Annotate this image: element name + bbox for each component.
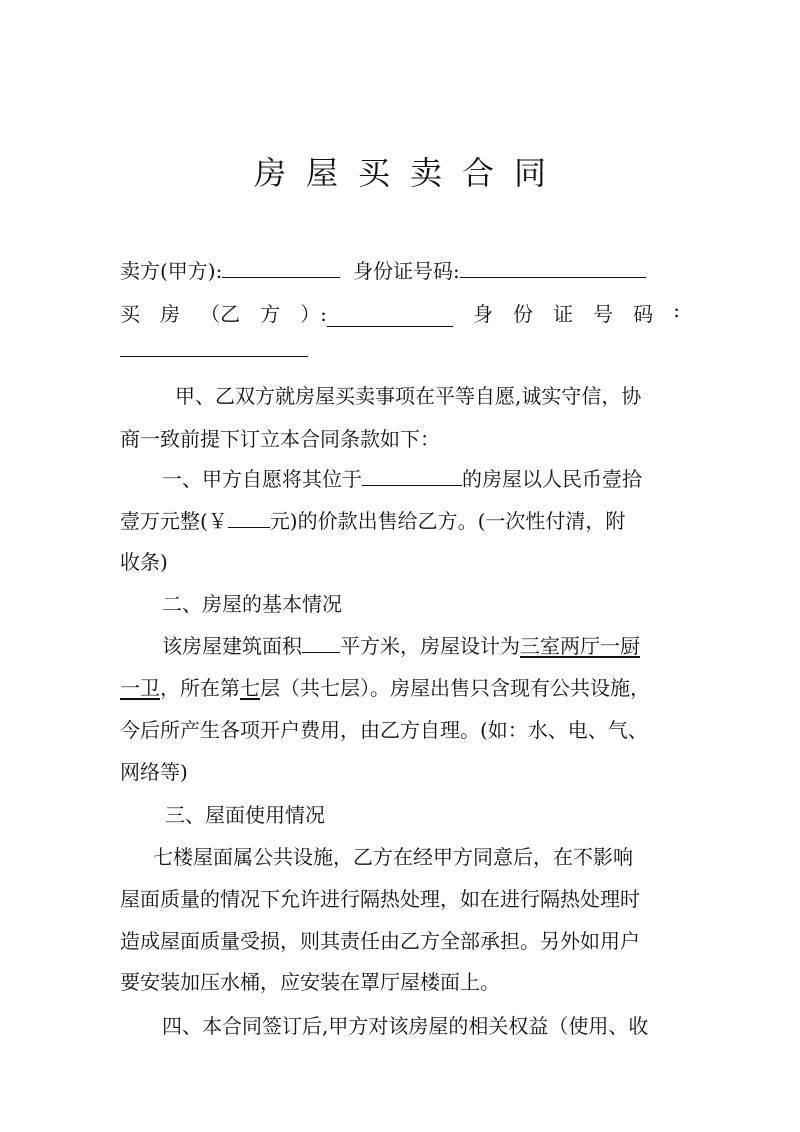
clause1-line-1 — [162, 463, 642, 492]
clause3-line-4: 要安装加压水桶，应安装在罩厅屋楼面上。 — [120, 970, 500, 994]
buyer-id-char: 码 — [633, 302, 654, 326]
buyer-label-char: ）: — [300, 302, 327, 326]
buyer-label-char: 方 — [260, 302, 281, 326]
property-location-blank[interactable] — [362, 467, 462, 486]
seller-line — [120, 255, 646, 284]
clause1-line2-prefix: 壹万元整(￥ — [120, 509, 228, 533]
clause2-line2-b: 层（共七层）。房屋出售只含现有公共设施， — [260, 676, 650, 700]
buyer-line — [120, 298, 680, 327]
intro-line-1: 甲、乙双方就房屋买卖事项在平等自愿,诚实守信，协 — [175, 384, 642, 408]
area-blank[interactable] — [302, 634, 340, 653]
buyer-id-char: 证 — [553, 302, 574, 326]
clause2-line-3: 今后所产生各项开户费用，由乙方自理。(如：水、电、气、 — [120, 718, 648, 742]
clause2-heading: 二、房屋的基本情况 — [162, 592, 342, 616]
buyer-label-char: 房 — [160, 302, 181, 326]
price-amount-blank[interactable] — [228, 509, 270, 528]
house-layout-part1: 三室两厅一厨 — [520, 634, 640, 658]
seller-label: 卖方(甲方): — [120, 259, 223, 283]
clause1-line-3: 收条) — [120, 550, 168, 574]
clause3-line-1: 七楼屋面属公共设施，乙方在经甲方同意后，在不影响 — [153, 845, 633, 869]
clause2-line-4: 网络等) — [120, 760, 188, 784]
buyer-name-group — [300, 298, 453, 327]
buyer-id-char: : — [673, 298, 680, 322]
clause1-line-2 — [120, 505, 625, 534]
area-label: 该房屋建筑面积 — [162, 634, 302, 658]
buyer-id-line — [120, 338, 308, 362]
clause1-suffix: 的房屋以人民币壹拾 — [462, 467, 642, 491]
buyer-id-char: 号 — [593, 302, 614, 326]
buyer-id-char: 身 — [472, 302, 493, 326]
buyer-label-char: （乙 — [200, 302, 241, 326]
buyer-id-char: 份 — [513, 302, 534, 326]
seller-id-blank[interactable] — [460, 259, 646, 278]
clause3-heading: 三、屋面使用情况 — [165, 803, 325, 827]
seller-name-blank[interactable] — [222, 259, 340, 278]
buyer-id-blank[interactable] — [120, 338, 308, 357]
document-title: 房屋买卖合同 — [253, 154, 566, 192]
buyer-label-char: 买 — [120, 302, 140, 326]
clause4-line-1: 四、本合同签订后,甲方对该房屋的相关权益（使用、收 — [162, 1014, 649, 1038]
buyer-name-blank[interactable] — [327, 308, 453, 327]
clause2-line-2 — [120, 672, 650, 701]
intro-line-2: 商一致前提下订立本合同条款如下： — [120, 427, 440, 451]
seller-id-label: 身份证号码: — [353, 259, 460, 283]
clause2-line-1 — [162, 630, 640, 659]
house-layout-part2: 一卫 — [120, 676, 160, 700]
clause2-line1-mid: 平方米，房屋设计为 — [340, 634, 520, 658]
clause2-line2-a: ，所在第 — [160, 676, 240, 700]
clause3-line-3: 造成屋面质量受损，则其责任由乙方全部承担。另外如用户 — [120, 929, 640, 953]
clause1-line2-suffix: 元)的价款出售给乙方。(一次性付清，附 — [269, 509, 626, 533]
clause3-line-2: 屋面质量的情况下允许进行隔热处理，如在进行隔热处理时 — [120, 887, 640, 911]
clause1-prefix: 一、甲方自愿将其位于 — [162, 467, 362, 491]
floor-number: 七 — [240, 676, 260, 700]
